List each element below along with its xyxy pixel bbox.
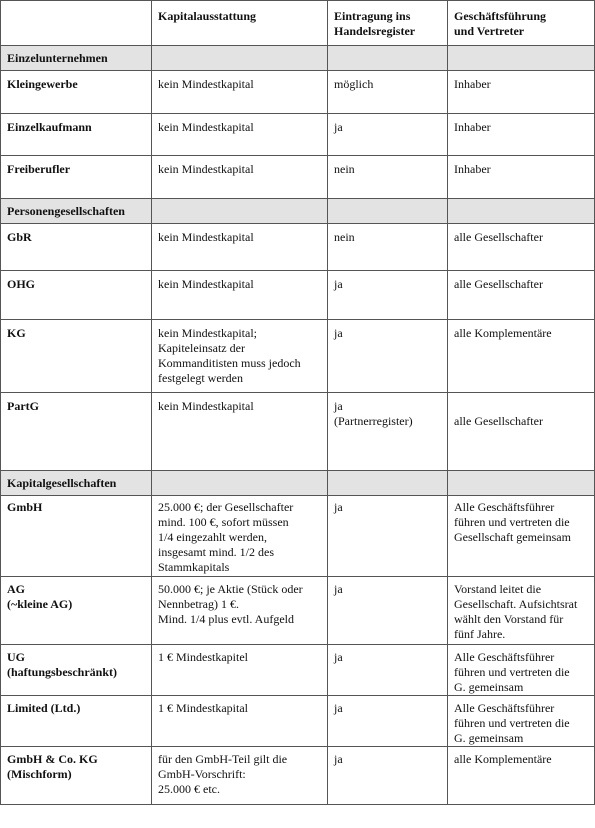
legal-form-name: Einzelkaufmann <box>1 114 152 156</box>
section-filler <box>448 199 595 224</box>
section-filler <box>152 471 328 496</box>
register-cell: ja <box>328 320 448 393</box>
header-register: Eintragung ins Handelsregister <box>328 1 448 46</box>
header-row <box>1 1 595 46</box>
section-title: Personengesellschaften <box>1 199 152 224</box>
section-title: Kapitalgesellschaften <box>1 471 152 496</box>
capital-cell: kein Mindestkapital <box>152 114 328 156</box>
capital-cell: kein Mindestkapital; Kapiteleinsatz der Kommanditisten muss jedoch festgelegt werden <box>152 320 328 393</box>
management-cell: alle Gesellschafter <box>448 393 595 471</box>
register-cell: nein <box>328 224 448 271</box>
register-cell: ja <box>328 696 448 747</box>
table-row <box>1 496 595 577</box>
legal-form-name: GmbH <box>1 496 152 577</box>
section-filler <box>328 199 448 224</box>
management-cell: Inhaber <box>448 156 595 199</box>
section-filler <box>152 46 328 71</box>
management-cell: Inhaber <box>448 71 595 114</box>
table-row <box>1 271 595 320</box>
legal-form-name: PartG <box>1 393 152 471</box>
register-cell: ja (Partnerregister) <box>328 393 448 471</box>
management-cell: alle Gesellschafter <box>448 224 595 271</box>
capital-cell: kein Mindestkapital <box>152 224 328 271</box>
legal-form-name: Limited (Ltd.) <box>1 696 152 747</box>
table-row <box>1 114 595 156</box>
register-cell: ja <box>328 747 448 805</box>
table-row <box>1 645 595 696</box>
management-cell: alle Gesellschafter <box>448 271 595 320</box>
table-row <box>1 71 595 114</box>
header-corner <box>1 1 152 46</box>
management-cell: Alle Geschäftsführer führen und vertreten die Gesellschaft gemeinsam <box>448 496 595 577</box>
capital-cell: kein Mindestkapital <box>152 156 328 199</box>
section-row-einzelunternehmen <box>1 46 595 71</box>
management-cell: alle Komplementäre <box>448 320 595 393</box>
management-cell: Alle Geschäftsführer führen und vertreten die G. gemeinsam <box>448 696 595 747</box>
register-cell: möglich <box>328 71 448 114</box>
management-cell: Inhaber <box>448 114 595 156</box>
header-management: Geschäftsführung und Vertreter <box>448 1 595 46</box>
capital-cell: 25.000 €; der Gesellschafter mind. 100 €, sofort müssen 1/4 eingezahlt werden, insgesamt mind. 1/2 des Stammkapitals <box>152 496 328 577</box>
management-cell: Alle Geschäftsführer führen und vertreten die G. gemeinsam <box>448 645 595 696</box>
register-cell: ja <box>328 645 448 696</box>
capital-cell: 50.000 €; je Aktie (Stück oder Nennbetrag) 1 €. Mind. 1/4 plus evtl. Aufgeld <box>152 577 328 645</box>
register-cell: ja <box>328 496 448 577</box>
legal-form-name: AG (~kleine AG) <box>1 577 152 645</box>
section-filler <box>448 471 595 496</box>
section-row-kapitalgesellschaften <box>1 471 595 496</box>
management-cell: Vorstand leitet die Gesellschaft. Aufsichtsrat wählt den Vorstand für fünf Jahre. <box>448 577 595 645</box>
section-title: Einzelunternehmen <box>1 46 152 71</box>
table-row <box>1 224 595 271</box>
table-row <box>1 393 595 471</box>
header-capital: Kapitalausstattung <box>152 1 328 46</box>
legal-form-name: Kleingewerbe <box>1 71 152 114</box>
table-row <box>1 577 595 645</box>
capital-cell: 1 € Mindestkapitel <box>152 645 328 696</box>
section-row-personengesellschaften <box>1 199 595 224</box>
register-cell: ja <box>328 577 448 645</box>
legal-form-name: OHG <box>1 271 152 320</box>
table-row <box>1 747 595 805</box>
table-row <box>1 156 595 199</box>
legal-form-name: GbR <box>1 224 152 271</box>
capital-cell: 1 € Mindestkapital <box>152 696 328 747</box>
section-filler <box>328 471 448 496</box>
section-filler <box>328 46 448 71</box>
legal-form-name: GmbH & Co. KG (Mischform) <box>1 747 152 805</box>
capital-cell: für den GmbH-Teil gilt die GmbH-Vorschrift: 25.000 € etc. <box>152 747 328 805</box>
register-cell: ja <box>328 114 448 156</box>
capital-cell: kein Mindestkapital <box>152 393 328 471</box>
capital-cell: kein Mindestkapital <box>152 71 328 114</box>
table-row <box>1 320 595 393</box>
legal-form-name: KG <box>1 320 152 393</box>
legal-form-name: UG (haftungsbeschränkt) <box>1 645 152 696</box>
section-filler <box>448 46 595 71</box>
legal-form-name: Freiberufler <box>1 156 152 199</box>
register-cell: ja <box>328 271 448 320</box>
register-cell: nein <box>328 156 448 199</box>
management-cell: alle Komplementäre <box>448 747 595 805</box>
table-row <box>1 696 595 747</box>
capital-cell: kein Mindestkapital <box>152 271 328 320</box>
section-filler <box>152 199 328 224</box>
